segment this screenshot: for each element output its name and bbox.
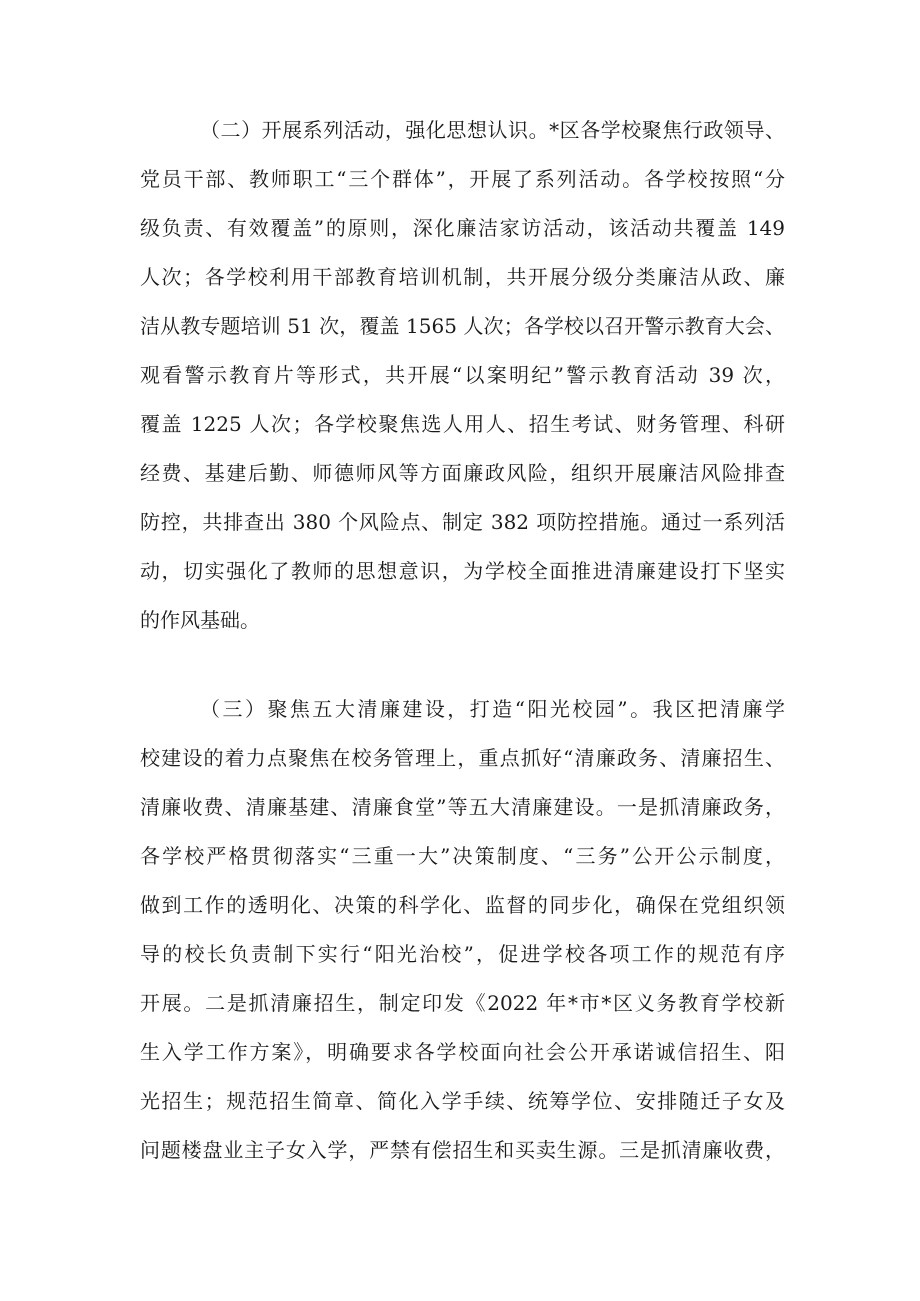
paragraph-section-2	[140, 106, 785, 645]
text-line: 经费、基建后勤、师德师风等方面廉政风险，组织开展廉洁风险排查	[140, 461, 785, 485]
text-line: 做到工作的透明化、决策的科学化、监督的同步化，确保在党组织领	[140, 893, 785, 917]
text-line: 开展。二是抓清廉招生，制定印发《2022 年*市*区义务教育学校新	[140, 991, 785, 1015]
text-line: 清廉收费、清廉基建、清廉食堂”等五大清廉建设。一是抓清廉政务，	[140, 795, 785, 819]
text-line: 人次；各学校利用干部教育培训机制，共开展分级分类廉洁从政、廉	[140, 265, 785, 289]
text-line: 防控，共排查出 380 个风险点、制定 382 项防控措施。通过一系列活	[140, 510, 785, 534]
text-line: 洁从教专题培训 51 次，覆盖 1565 人次；各学校以召开警示教育大会、	[140, 314, 785, 338]
text-line: 问题楼盘业主子女入学，严禁有偿招生和买卖生源。三是抓清廉收费，	[140, 1138, 785, 1162]
paragraph-section-3	[140, 685, 785, 1175]
text-line: 观看警示教育片等形式，共开展“以案明纪”警示教育活动 39 次，	[140, 363, 785, 387]
text-line: （三）聚焦五大清廉建设，打造“阳光校园”。我区把清廉学	[200, 697, 785, 721]
text-line: （二）开展系列活动，强化思想认识。*区各学校聚焦行政领导、	[200, 118, 785, 142]
text-line: 覆盖 1225 人次；各学校聚焦选人用人、招生考试、财务管理、科研	[140, 412, 785, 436]
text-line: 动，切实强化了教师的思想意识，为学校全面推进清廉建设打下坚实	[140, 559, 785, 583]
text-line: 校建设的着力点聚焦在校务管理上，重点抓好“清廉政务、清廉招生、	[140, 746, 785, 770]
text-line: 各学校严格贯彻落实“三重一大”决策制度、“三务”公开公示制度，	[140, 844, 785, 868]
text-line: 生入学工作方案》，明确要求各学校面向社会公开承诺诚信招生、阳	[140, 1040, 785, 1064]
text-line: 的作风基础。	[140, 608, 260, 632]
text-line: 级负责、有效覆盖”的原则，深化廉洁家访活动，该活动共覆盖 149	[140, 216, 785, 240]
text-line: 导的校长负责制下实行“阳光治校”，促进学校各项工作的规范有序	[140, 942, 785, 966]
text-line: 党员干部、教师职工“三个群体”，开展了系列活动。各学校按照“分	[140, 167, 785, 191]
text-line: 光招生；规范招生简章、简化入学手续、统筹学位、安排随迁子女及	[140, 1089, 785, 1113]
